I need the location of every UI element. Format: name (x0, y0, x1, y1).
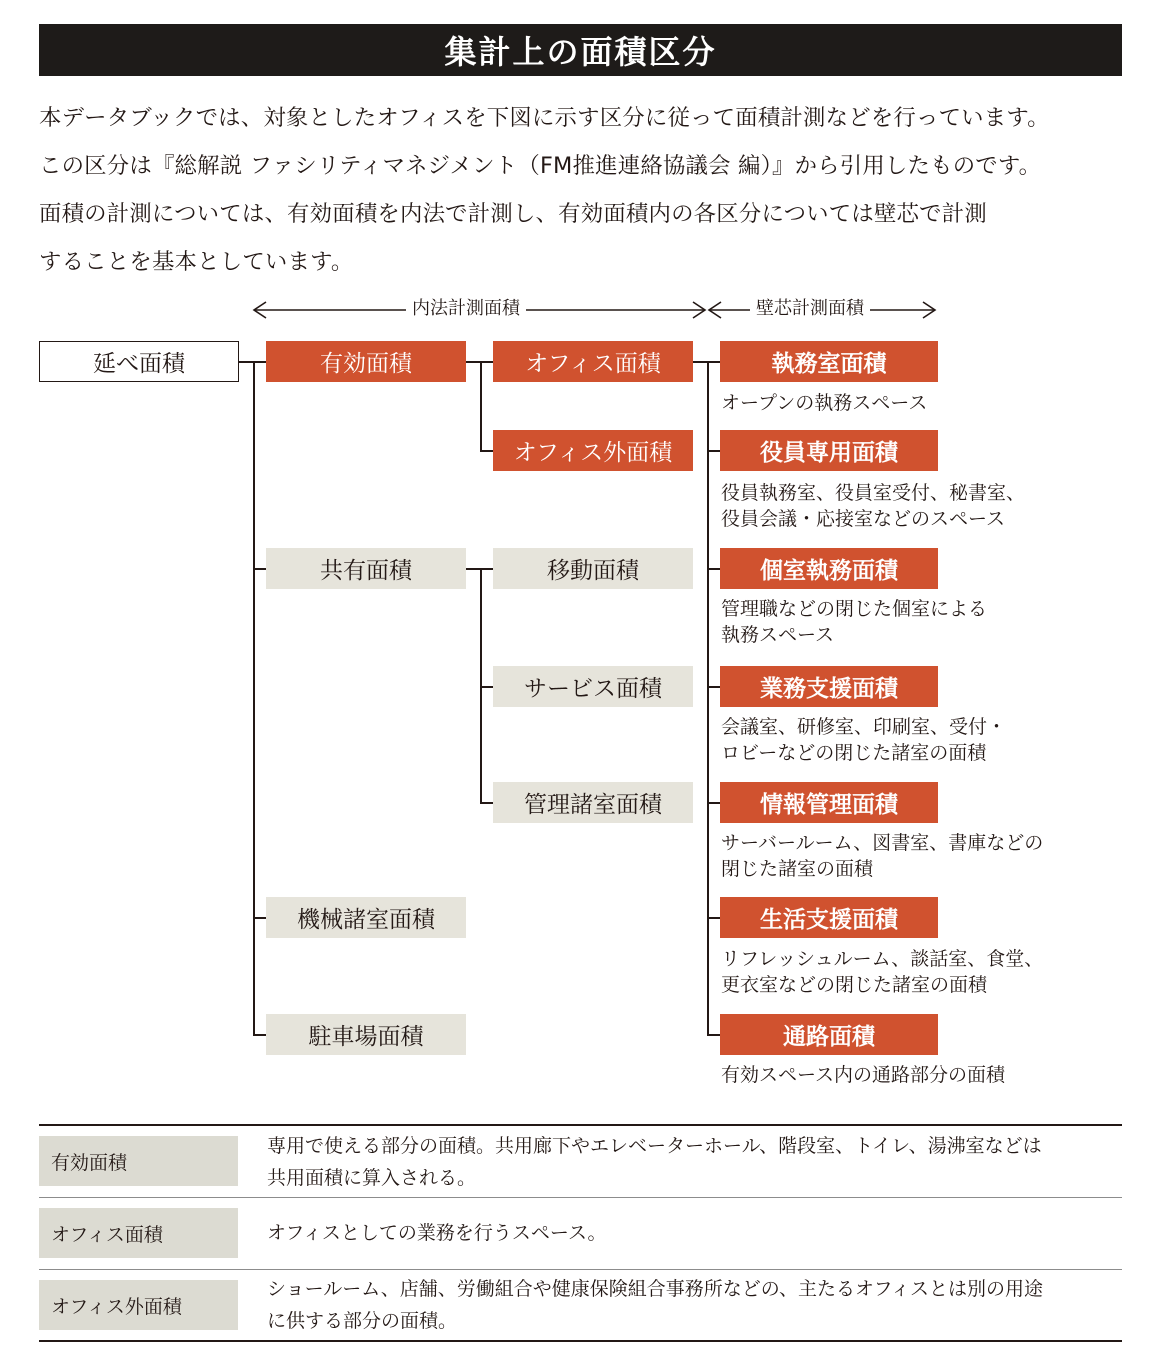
definition-text: オフィスとしての業務を行うスペース。 (267, 1222, 607, 1244)
intro-line: 本データブックでは、対象としたオフィスを下図に示す区分に従って面積計測などを行っています。 (39, 105, 1050, 131)
node-private-office-area: 個室執務面積 (720, 548, 938, 589)
definition-term: オフィス外面積 (39, 1280, 238, 1330)
node-corridor-desc: 有効スペース内の通路部分の面積 (721, 1064, 1006, 1086)
definition-term: オフィス面積 (39, 1208, 238, 1258)
node-corridor-area: 通路面積 (720, 1014, 938, 1055)
node-executive-area: 役員専用面積 (720, 430, 938, 471)
node-workroom-desc: オープンの執務スペース (721, 392, 928, 414)
node-service-area: サービス面積 (493, 666, 693, 707)
inner-measure-label: 内法計測面積 (406, 296, 526, 322)
node-workroom-area: 執務室面積 (720, 341, 938, 382)
node-admin-room-area: 管理諸室面積 (493, 782, 693, 823)
node-private-office-desc: 管理職などの閉じた個室による 執務スペース (721, 598, 988, 646)
root-total-area: 延べ面積 (39, 341, 239, 382)
definition-text: 専用で使える部分の面積。共用廊下やエレベーターホール、階段室、トイレ、湯沸室などは 共用面積に算入される。 (267, 1135, 1042, 1189)
node-info-management-desc: サーバールーム、図書室、書庫などの 閉じた諸室の面積 (721, 832, 1044, 880)
intro-line: することを基本としています。 (39, 249, 354, 275)
definition-text: ショールーム、店舗、労働組合や健康保険組合事務所などの、主たるオフィスとは別の用途 に供する部分の面積。 (267, 1278, 1043, 1332)
node-effective-area: 有効面積 (266, 341, 466, 382)
node-info-management-area: 情報管理面積 (720, 782, 938, 823)
intro-line: この区分は『総解説 ファシリティマネジメント（FM推進連絡協議会 編）』から引用したものです。 (39, 153, 1042, 179)
node-machine-room-area: 機械諸室面積 (266, 897, 466, 938)
node-parking-area: 駐車場面積 (266, 1014, 466, 1055)
node-non-office-area: オフィス外面積 (493, 430, 693, 471)
node-executive-desc: 役員執務室、役員室受付、秘書室、 役員会議・応接室などのスペース (721, 482, 1026, 530)
node-shared-area: 共有面積 (266, 548, 466, 589)
node-office-area: オフィス面積 (493, 341, 693, 382)
page-title: 集計上の面積区分 (39, 24, 1122, 76)
definition-term: 有効面積 (39, 1136, 238, 1186)
node-business-support-desc: 会議室、研修室、印刷室、受付・ ロビーなどの閉じた諸室の面積 (721, 716, 1007, 764)
node-life-support-desc: リフレッシュルーム、談話室、食堂、 更衣室などの閉じた諸室の面積 (721, 948, 1044, 996)
node-life-support-area: 生活支援面積 (720, 897, 938, 938)
node-business-support-area: 業務支援面積 (720, 666, 938, 707)
measurement-scale-arrows (0, 0, 1164, 340)
wall-measure-label: 壁芯計測面積 (750, 296, 870, 322)
node-circulation-area: 移動面積 (493, 548, 693, 589)
intro-line: 面積の計測については、有効面積を内法で計測し、有効面積内の各区分については壁芯で計測 (39, 201, 987, 227)
